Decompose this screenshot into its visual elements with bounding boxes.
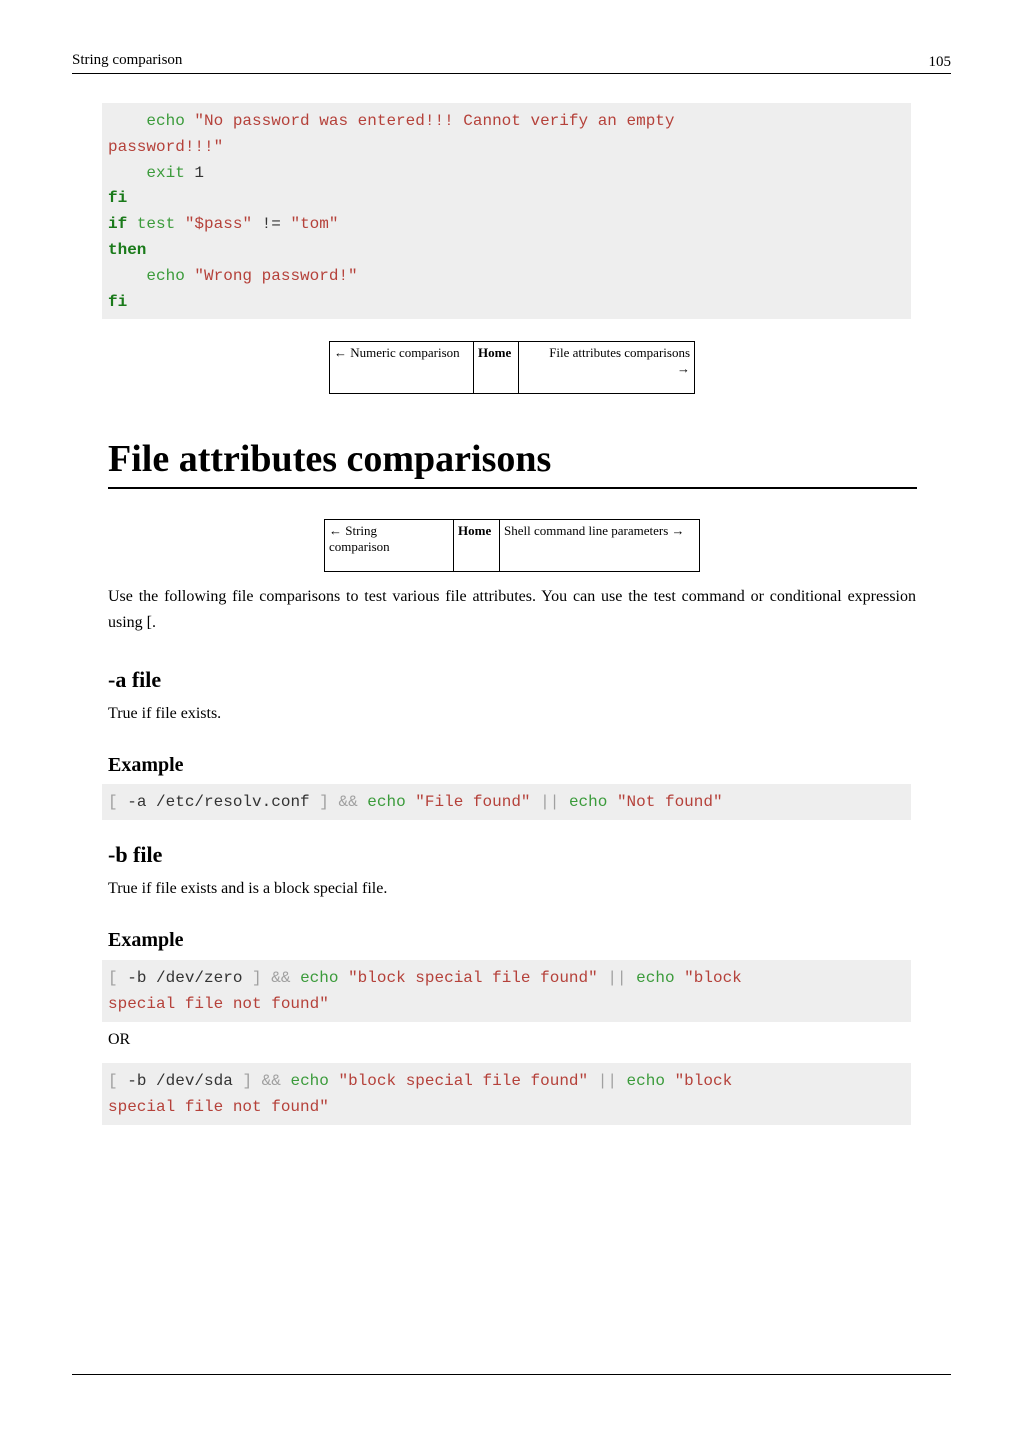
code-token: echo bbox=[146, 266, 185, 285]
page-header bbox=[72, 52, 951, 74]
nav-prev-link[interactable] bbox=[325, 520, 454, 572]
code-token: "block special file found" bbox=[348, 969, 598, 987]
code-token: echo bbox=[300, 969, 339, 987]
code-token: "$pass" bbox=[184, 215, 253, 234]
nav-home-label: Home bbox=[458, 523, 492, 538]
example-heading-b: Example bbox=[108, 929, 184, 951]
nav-next-link[interactable] bbox=[500, 520, 700, 572]
nav-prev-label: ← Numeric comparison bbox=[334, 345, 460, 360]
code-token: echo bbox=[636, 969, 675, 987]
code-token: test bbox=[136, 215, 176, 234]
section-a-description: True if file exists. bbox=[108, 705, 222, 722]
code-token: "Wrong password!" bbox=[194, 266, 358, 285]
code-block-b-sda bbox=[102, 1063, 911, 1125]
page-title: File attributes comparisons bbox=[108, 432, 917, 489]
code-token: && bbox=[338, 793, 358, 811]
code-token: "block bbox=[684, 969, 742, 987]
code-token: "Not found" bbox=[616, 793, 723, 811]
code-block-password-check bbox=[102, 103, 911, 319]
navigation-table-top bbox=[329, 341, 695, 394]
example-heading-a: Example bbox=[108, 754, 184, 776]
code-token: ] bbox=[319, 793, 329, 811]
code-token: -b /dev/sda bbox=[117, 1072, 243, 1090]
code-block-b-zero bbox=[102, 960, 911, 1022]
code-token: 1 bbox=[194, 163, 205, 182]
running-section-title: String comparison bbox=[72, 52, 183, 68]
code-token: fi bbox=[108, 292, 128, 311]
code-token: "block special file found" bbox=[338, 1072, 589, 1090]
code-token: [ bbox=[108, 1072, 118, 1090]
code-token: echo bbox=[146, 112, 185, 130]
or-label: OR bbox=[108, 1031, 131, 1048]
code-token: echo bbox=[367, 793, 406, 811]
code-token: || bbox=[607, 969, 627, 987]
nav-next-label: Shell command line parameters → bbox=[504, 523, 685, 538]
intro-paragraph: Use the following file comparisons to test various file attributes. You can use the test command or conditional expression using [. bbox=[108, 588, 916, 631]
code-token: then bbox=[108, 240, 147, 259]
nav-next-label: File attributes comparisons bbox=[549, 345, 690, 360]
code-token: special file not found" bbox=[108, 994, 329, 1013]
nav-home-label: Home bbox=[478, 345, 512, 360]
code-token: ] bbox=[252, 969, 262, 987]
code-token: != bbox=[261, 215, 281, 234]
code-token: && bbox=[261, 1072, 281, 1090]
code-token: -b /dev/zero bbox=[117, 969, 253, 987]
code-token: echo bbox=[568, 793, 608, 811]
section-b-description: True if file exists and is a block special file. bbox=[108, 880, 388, 897]
code-token: "tom" bbox=[290, 215, 339, 234]
code-token: [ bbox=[108, 793, 118, 811]
code-token: || bbox=[540, 793, 560, 811]
code-token: fi bbox=[108, 189, 128, 208]
page-number: 105 bbox=[928, 54, 951, 70]
navigation-table-section bbox=[324, 519, 700, 572]
nav-next-link[interactable] bbox=[519, 342, 695, 394]
code-token: "File found" bbox=[415, 793, 531, 811]
nav-home-link[interactable] bbox=[454, 520, 500, 572]
nav-prev-label: ← String bbox=[329, 523, 378, 538]
nav-next-arrow: → bbox=[677, 361, 690, 376]
code-token: -a /etc/resolv.conf bbox=[117, 793, 320, 811]
code-token: echo bbox=[290, 1072, 329, 1090]
code-token: "block bbox=[674, 1072, 733, 1090]
code-token: ] bbox=[242, 1072, 253, 1090]
nav-home-link[interactable] bbox=[474, 342, 519, 394]
code-token: "No password was entered!!! Cannot verify an empty bbox=[194, 112, 675, 130]
nav-prev-label-cont: comparison bbox=[329, 539, 390, 554]
footer-rule bbox=[72, 1374, 951, 1375]
section-heading-b-file: -b file bbox=[108, 842, 163, 867]
code-token: password!!!" bbox=[108, 137, 224, 156]
code-token: exit bbox=[146, 163, 185, 182]
code-token: special file not found" bbox=[108, 1097, 329, 1116]
nav-prev-link[interactable] bbox=[330, 342, 474, 394]
code-token: [ bbox=[108, 969, 118, 987]
code-token: || bbox=[597, 1072, 617, 1090]
code-token: echo bbox=[626, 1072, 665, 1090]
code-block-a-file bbox=[102, 784, 911, 820]
code-token: if bbox=[108, 215, 128, 234]
section-heading-a-file: -a file bbox=[108, 667, 162, 692]
code-token: && bbox=[271, 969, 291, 987]
